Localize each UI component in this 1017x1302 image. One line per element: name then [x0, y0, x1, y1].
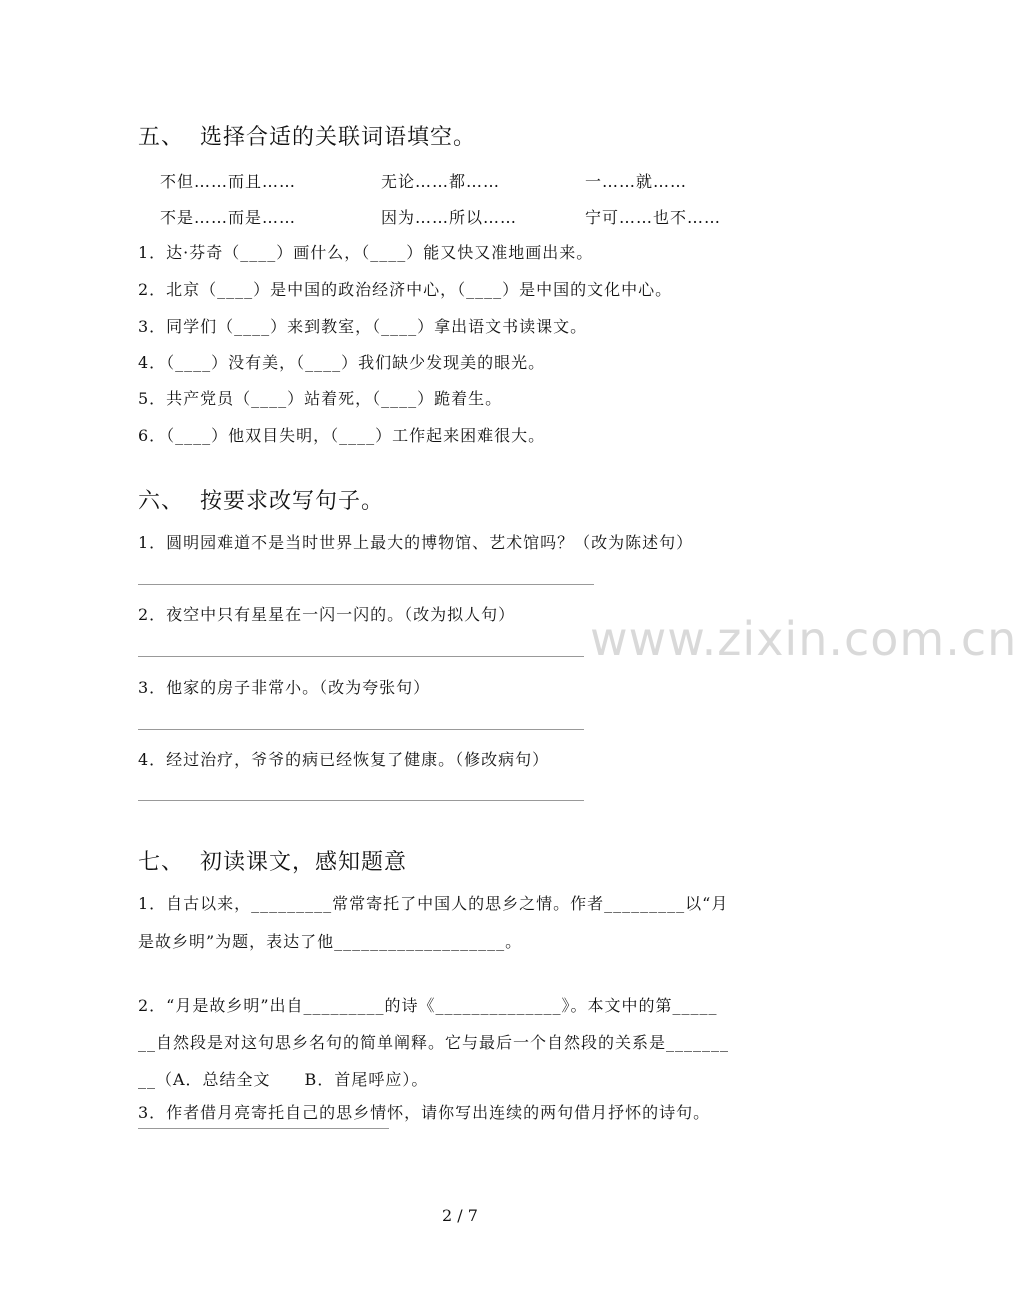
answer-line-4[interactable] [138, 800, 584, 801]
option-6: 宁可……也不…… [585, 208, 722, 227]
answer-line-5[interactable] [138, 1128, 389, 1129]
option-1: 不但……而且…… [160, 172, 297, 191]
watermark: www.zixin.com.cn [590, 612, 1017, 666]
answer-line-3[interactable] [138, 729, 584, 730]
s5-item-6: 6．（____）他双目失明，（____）工作起来困难很大。 [138, 426, 546, 445]
s5-item-4: 4．（____）没有美，（____）我们缺少发现美的眼光。 [138, 353, 546, 372]
s7-line-3: 2．“月是故乡明”出自_________的诗《______________》。本文中的第_____ [138, 996, 718, 1015]
s7-line-1: 1．自古以来，_________常常寄托了中国人的思乡之情。作者_________以“月 [138, 894, 729, 913]
s7-line-4: __自然段是对这句思乡名句的简单阐释。它与最后一个自然段的关系是_______ [138, 1033, 730, 1052]
s5-item-2: 2．北京（____）是中国的政治经济中心，（____）是中国的文化中心。 [138, 280, 673, 299]
answer-line-2[interactable] [138, 656, 584, 657]
option-5: 因为……所以…… [381, 208, 518, 227]
answer-line-1[interactable] [138, 584, 594, 585]
s5-item-3: 3．同学们（____）来到教室，（____）拿出语文书读课文。 [138, 317, 588, 336]
section6-heading [138, 484, 384, 515]
option-4: 不是……而是…… [160, 208, 297, 227]
section5-heading [138, 120, 476, 151]
section7-heading [138, 845, 407, 876]
section5-number: 五、 [138, 125, 185, 150]
s5-item-1: 1．达·芬奇（____）画什么，（____）能又快又准地画出来。 [138, 243, 594, 262]
section7-number: 七、 [138, 850, 185, 875]
s6-item-1: 1．圆明园难道不是当时世界上最大的博物馆、艺术馆吗？（改为陈述句） [138, 533, 694, 552]
section6-number: 六、 [138, 489, 185, 514]
s6-item-3: 3．他家的房子非常小。（改为夸张句） [138, 678, 431, 697]
section7-title: 初读课文，感知题意 [200, 850, 408, 875]
s6-item-4: 4．经过治疗，爷爷的病已经恢复了健康。（修改病句） [138, 750, 550, 769]
page-number: 2 / 7 [442, 1206, 478, 1225]
s6-item-2: 2．夜空中只有星星在一闪一闪的。（改为拟人句） [138, 605, 516, 624]
option-2: 无论……都…… [381, 172, 501, 191]
s7-line-2: 是故乡明”为题，表达了他___________________。 [138, 932, 523, 951]
section5-title: 选择合适的关联词语填空。 [200, 125, 477, 150]
s7-line-5: __（A．总结全文 B．首尾呼应）。 [138, 1070, 429, 1089]
s5-item-5: 5．共产党员（____）站着死，（____）跪着生。 [138, 389, 503, 408]
s7-line-6: 3．作者借月亮寄托自己的思乡情怀，请你写出连续的两句借月抒怀的诗句。 [138, 1103, 711, 1122]
section6-title: 按要求改写句子。 [200, 489, 385, 514]
option-3: 一……就…… [585, 172, 688, 191]
